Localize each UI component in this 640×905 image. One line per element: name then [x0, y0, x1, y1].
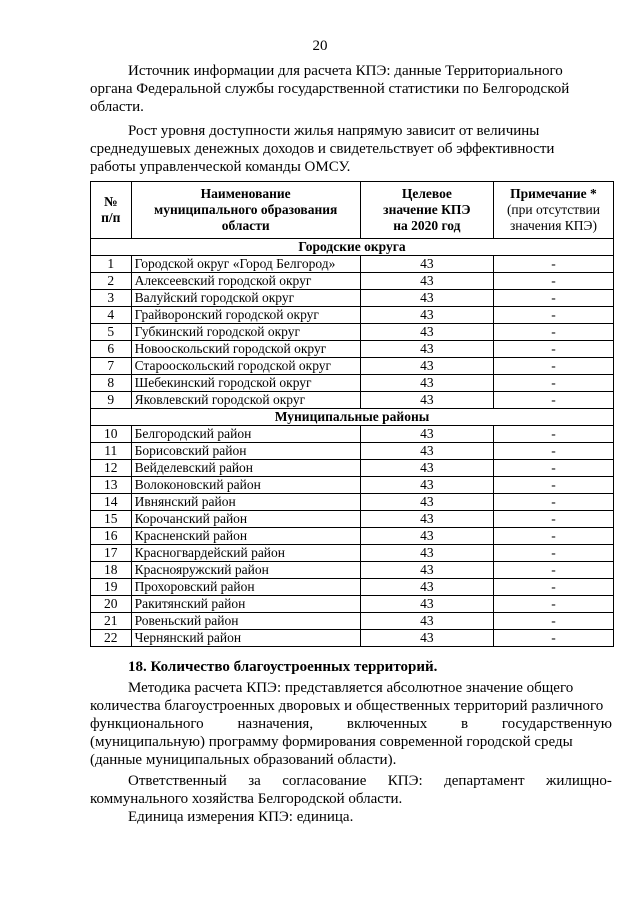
row-target-value: 43	[360, 494, 493, 511]
row-target-value: 43	[360, 307, 493, 324]
row-municipality-name: Прохоровский район	[131, 579, 360, 596]
row-municipality-name: Ракитянский район	[131, 596, 360, 613]
row-municipality-name: Валуйский городской округ	[131, 290, 360, 307]
row-target-value: 43	[360, 273, 493, 290]
row-number: 20	[91, 596, 132, 613]
row-number: 22	[91, 630, 132, 647]
header-name: Наименование муниципального образования области	[131, 182, 360, 239]
row-municipality-name: Волоконовский район	[131, 477, 360, 494]
table-row	[91, 545, 614, 562]
row-target-value: 43	[360, 477, 493, 494]
table-row	[91, 290, 614, 307]
row-target-value: 43	[360, 256, 493, 273]
row-target-value: 43	[360, 443, 493, 460]
row-note: -	[493, 562, 613, 579]
row-note: -	[493, 528, 613, 545]
method-line-3: функционального назначения, включенных в государственную	[90, 716, 612, 732]
row-municipality-name: Борисовский район	[131, 443, 360, 460]
row-municipality-name: Ивнянский район	[131, 494, 360, 511]
table-row	[91, 494, 614, 511]
growth-paragraph	[90, 122, 612, 176]
row-number: 17	[91, 545, 132, 562]
table-row	[91, 613, 614, 630]
row-municipality-name: Чернянский район	[131, 630, 360, 647]
row-note: -	[493, 426, 613, 443]
row-note: -	[493, 613, 613, 630]
row-number: 21	[91, 613, 132, 630]
row-municipality-name: Алексеевский городской округ	[131, 273, 360, 290]
row-number: 12	[91, 460, 132, 477]
source-line-2: органа Федеральной службы государственной статистики по Белгородской	[90, 81, 570, 97]
row-number: 11	[91, 443, 132, 460]
row-target-value: 43	[360, 511, 493, 528]
row-note: -	[493, 273, 613, 290]
row-municipality-name: Городской округ «Город Белгород»	[131, 256, 360, 273]
group-title: Муниципальные районы	[91, 409, 614, 426]
table-row	[91, 579, 614, 596]
table-row	[91, 324, 614, 341]
row-number: 18	[91, 562, 132, 579]
row-note: -	[493, 392, 613, 409]
row-number: 1	[91, 256, 132, 273]
row-note: -	[493, 511, 613, 528]
row-note: -	[493, 256, 613, 273]
row-target-value: 43	[360, 596, 493, 613]
row-target-value: 43	[360, 460, 493, 477]
method-line-1: Методика расчета КПЭ: представляется абсолютное значение общего	[128, 680, 574, 696]
row-number: 16	[91, 528, 132, 545]
table-row	[91, 596, 614, 613]
row-target-value: 43	[360, 358, 493, 375]
growth-line-3: работы управленческой команды ОМСУ.	[90, 159, 351, 175]
row-note: -	[493, 341, 613, 358]
row-note: -	[493, 579, 613, 596]
row-target-value: 43	[360, 528, 493, 545]
row-number: 10	[91, 426, 132, 443]
group-row-municipal-districts	[91, 409, 614, 426]
row-municipality-name: Красненский район	[131, 528, 360, 545]
row-note: -	[493, 324, 613, 341]
row-municipality-name: Ровеньский район	[131, 613, 360, 630]
row-target-value: 43	[360, 324, 493, 341]
table-row	[91, 443, 614, 460]
row-target-value: 43	[360, 562, 493, 579]
row-municipality-name: Корочанский район	[131, 511, 360, 528]
row-note: -	[493, 596, 613, 613]
row-note: -	[493, 307, 613, 324]
row-note: -	[493, 477, 613, 494]
row-note: -	[493, 545, 613, 562]
row-municipality-name: Новооскольский городской округ	[131, 341, 360, 358]
row-target-value: 43	[360, 392, 493, 409]
row-target-value: 43	[360, 341, 493, 358]
row-number: 14	[91, 494, 132, 511]
table-row	[91, 341, 614, 358]
method-line-2: количества благоустроенных дворовых и общественных территорий различного	[90, 698, 604, 714]
row-municipality-name: Старооскольский городской округ	[131, 358, 360, 375]
table-row	[91, 511, 614, 528]
row-target-value: 43	[360, 375, 493, 392]
row-number: 3	[91, 290, 132, 307]
table-row	[91, 375, 614, 392]
source-paragraph	[90, 62, 612, 116]
group-row-city-districts	[91, 239, 614, 256]
table-row	[91, 630, 614, 647]
row-number: 8	[91, 375, 132, 392]
source-line-3: области.	[90, 99, 144, 115]
row-number: 19	[91, 579, 132, 596]
section-18-heading: 18. Количество благоустроенных территорий.	[128, 659, 438, 675]
page-number: 20	[312, 38, 328, 54]
method-paragraph	[90, 679, 612, 769]
row-municipality-name: Белгородский район	[131, 426, 360, 443]
row-number: 15	[91, 511, 132, 528]
table-row	[91, 528, 614, 545]
row-municipality-name: Шебекинский городской округ	[131, 375, 360, 392]
row-target-value: 43	[360, 545, 493, 562]
method-line-5: (данные муниципальных образований области).	[90, 752, 397, 768]
table-row	[91, 273, 614, 290]
row-target-value: 43	[360, 290, 493, 307]
table-row	[91, 477, 614, 494]
table-row	[91, 562, 614, 579]
row-municipality-name: Вейделевский район	[131, 460, 360, 477]
table-row	[91, 392, 614, 409]
row-note: -	[493, 494, 613, 511]
source-line-1: Источник информации для расчета КПЭ: данные Территориального	[128, 63, 563, 79]
row-municipality-name: Губкинский городской округ	[131, 324, 360, 341]
table-row	[91, 307, 614, 324]
row-number: 6	[91, 341, 132, 358]
row-number: 2	[91, 273, 132, 290]
row-note: -	[493, 443, 613, 460]
unit-line: Единица измерения КПЭ: единица.	[128, 809, 354, 825]
row-municipality-name: Краснояружский район	[131, 562, 360, 579]
header-note: Примечание * (при отсутствии значения КПЭ)	[493, 182, 613, 239]
table-row	[91, 460, 614, 477]
row-target-value: 43	[360, 426, 493, 443]
row-number: 13	[91, 477, 132, 494]
group-title: Городские округа	[91, 239, 614, 256]
growth-line-1: Рост уровня доступности жилья напрямую зависит от величины	[128, 123, 540, 139]
method-line-4: (муниципальную) программу формирования современной городской среды	[90, 734, 573, 750]
row-note: -	[493, 290, 613, 307]
unit-paragraph	[90, 808, 612, 826]
row-municipality-name: Яковлевский городской округ	[131, 392, 360, 409]
table-header-row	[91, 182, 614, 239]
row-number: 9	[91, 392, 132, 409]
responsible-line-2: коммунального хозяйства Белгородской области.	[90, 791, 403, 807]
row-number: 4	[91, 307, 132, 324]
row-target-value: 43	[360, 613, 493, 630]
row-note: -	[493, 460, 613, 477]
row-note: -	[493, 375, 613, 392]
row-note: -	[493, 630, 613, 647]
table-row	[91, 256, 614, 273]
responsible-paragraph	[90, 772, 612, 808]
row-municipality-name: Грайворонский городской округ	[131, 307, 360, 324]
header-value: Целевое значение КПЭ на 2020 год	[360, 182, 493, 239]
row-municipality-name: Красногвардейский район	[131, 545, 360, 562]
row-note: -	[493, 358, 613, 375]
responsible-line-1: Ответственный за согласование КПЭ: департамент жилищно-	[128, 773, 612, 789]
row-target-value: 43	[360, 630, 493, 647]
row-number: 5	[91, 324, 132, 341]
table-row	[91, 358, 614, 375]
growth-line-2: среднедушевых денежных доходов и свидетельствует об эффективности	[90, 141, 555, 157]
row-target-value: 43	[360, 579, 493, 596]
row-number: 7	[91, 358, 132, 375]
table-row	[91, 426, 614, 443]
header-num: № п/п	[91, 182, 132, 239]
kpe-table	[90, 181, 614, 647]
